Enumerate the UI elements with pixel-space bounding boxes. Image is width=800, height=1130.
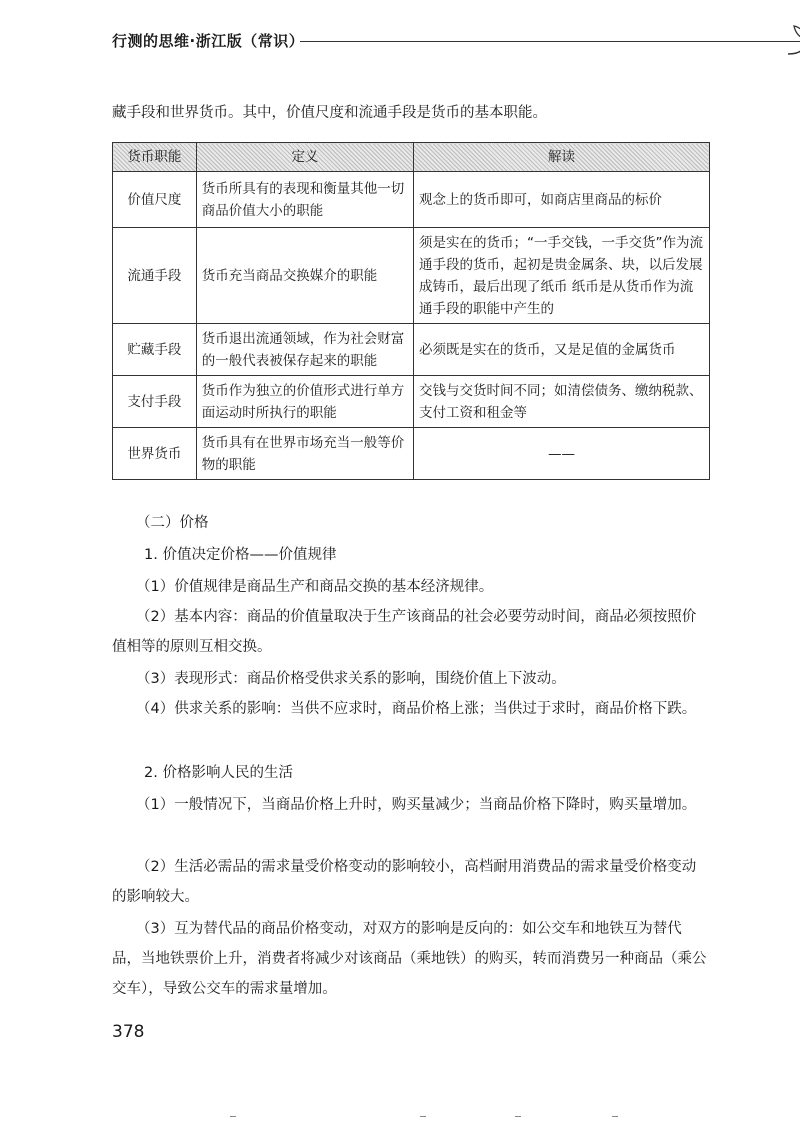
table-row [113,228,710,324]
paragraph: （3）互为替代品的商品价格变动，对双方的影响是反向的：如公交车和地铁互为替代品，当地铁票价上升，消费者将减少对该商品（乘地铁）的购买，转而消费另一种商品（乘公交车），导致公交车的需求量增加。 [112,921,707,997]
header-title: 行测的思维·浙江版（常识） [112,32,305,50]
paragraph: （1）一般情况下，当商品价格上升时，购买量减少；当商品价格下降时，购买量增加。 [136,797,697,813]
table-row [113,376,710,428]
paragraph: （2）基本内容：商品的价值量取决于生产该商品的社会必要劳动时间，商品必须按照价值相等的原则互相交换。 [112,609,697,655]
paragraph: （4）供求关系的影响：当供不应求时，商品价格上涨；当供过于求时，商品价格下跌。 [136,701,697,717]
section-heading: （二）价格 [136,515,209,531]
subheading-value-law: 1. 价值决定价格——价值规律 [144,547,337,563]
cell-interpretation: 交钱与交货时间不同；如清偿债务、缴纳税款、支付工资和租金等 [413,376,709,428]
currency-functions-table [112,142,710,480]
paragraph: （1）价值规律是商品生产和商品交换的基本经济规律。 [136,579,494,595]
subheading-price-impact: 2. 价格影响人民的生活 [144,765,293,781]
table-row [113,428,710,480]
cell-function-name: 贮藏手段 [113,324,197,376]
header-cell-definition: 定义 [196,143,413,172]
table-row [113,172,710,228]
page-number: 378 [112,1022,145,1042]
paragraph: （2）生活必需品的需求量受价格变动的影响较小，高档耐用消费品的需求量受价格变动的影响较大。 [112,859,697,905]
cell-definition: 货币具有在世界市场充当一般等价物的职能 [196,428,413,480]
scan-artifacts [0,1116,800,1122]
cell-function-name: 世界货币 [113,428,197,480]
sprout-icon [784,14,800,58]
cell-interpretation: 观念上的货币即可，如商店里商品的标价 [413,172,709,228]
cell-definition: 货币退出流通领域，作为社会财富的一般代表被保存起来的职能 [196,324,413,376]
cell-definition: 货币所具有的表现和衡量其他一切商品价值大小的职能 [196,172,413,228]
cell-definition: 货币充当商品交换媒介的职能 [196,228,413,324]
table-row [113,324,710,376]
cell-interpretation: 必须既是实在的货币，又是足值的金属货币 [413,324,709,376]
paragraph: （3）表现形式：商品价格受供求关系的影响，围绕价值上下波动。 [136,671,566,687]
header-rule [300,41,800,42]
table-header-row [113,143,710,172]
cell-interpretation: 须是实在的货币；“一手交钱，一手交货”作为流通手段的货币，起初是贵金属条、块，以后发展成铸币，最后出现了纸币 纸币是从货币作为流通手段的职能中产生的 [413,228,709,324]
running-header [112,30,712,54]
header-cell-interpretation: 解读 [413,143,709,172]
cell-function-name: 支付手段 [113,376,197,428]
cell-function-name: 价值尺度 [113,172,197,228]
cell-function-name: 流通手段 [113,228,197,324]
header-cell-function: 货币职能 [113,143,197,172]
cell-definition: 货币作为独立的价值形式进行单方面运动时所执行的职能 [196,376,413,428]
intro-text: 藏手段和世界货币。其中，价值尺度和流通手段是货币的基本职能。 [112,105,547,121]
cell-interpretation: —— [413,428,709,480]
